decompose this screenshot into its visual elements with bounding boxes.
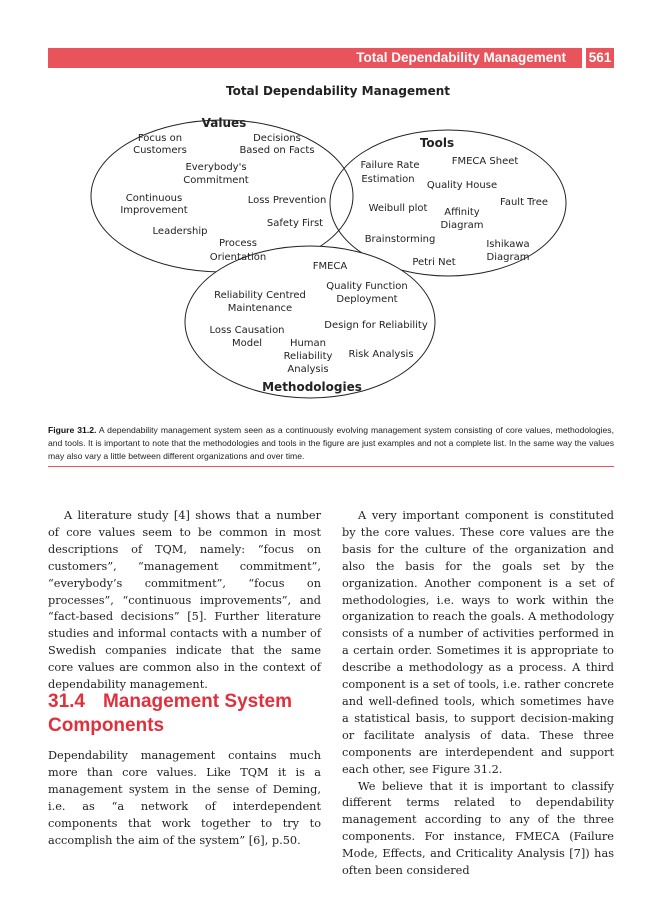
section-heading	[48, 690, 321, 738]
value-label: Loss Prevention	[247, 195, 327, 206]
methodology-label: Design for Reliability	[324, 320, 428, 331]
methodology-label: Quality Function	[326, 281, 408, 292]
tool-label: Fault Tree	[499, 197, 549, 208]
methodology-label: Deployment	[336, 294, 398, 305]
body-paragraph: Dependability management contains much more than core values. Like TQM it is a management system in the sense of Deming, i.e. as “a network of interdependent components that work together to try to accomplish the aim of the system” [6], p.50.	[48, 749, 321, 847]
methodology-label: Risk Analysis	[348, 349, 414, 360]
value-label: Improvement	[120, 205, 188, 216]
values-heading: Values	[201, 116, 247, 130]
value-label: Commitment	[183, 175, 249, 186]
methodology-label: Loss Causation	[209, 325, 285, 336]
caption-text: A dependability management system seen as a continuously evolving management system consisting of core values, methodologies, and tools. It is important to note that the methodologies and tools in the figure are just examples and not a complete list. In the same way the values may also vary a little between different organizations and over time.	[48, 425, 614, 461]
tool-label: Failure Rate	[360, 160, 420, 171]
methodology-label: Model	[231, 338, 263, 349]
left-column-bottom	[48, 748, 321, 849]
value-label: Process	[219, 238, 257, 249]
tool-label: Estimation	[361, 174, 415, 185]
figure-title: Total Dependability Management	[225, 84, 451, 98]
tool-label: Ishikawa	[486, 239, 530, 250]
tool-label: Petri Net	[412, 257, 456, 268]
right-column	[342, 508, 614, 880]
methodology-label: Analysis	[287, 364, 329, 375]
running-title: Total Dependability Management	[356, 50, 566, 65]
value-label: Decisions	[253, 133, 301, 144]
body-paragraph: A very important component is constituted by the core values. These core values are the basis for the culture of the organization and also the basis for the goals set by the organization. Another component is a set of methodologies, i.e. ways to work within the organization to reach the goals. A methodology consists of a number of activities performed in a certain order. Sometimes it is appropriate to describe a methodology as a process. A third component is a set of tools, i.e. rather concrete and well-defined tools, which sometimes have a statistical basis, to support decision-making or facilitate analysis of data. These three components are interdependent and support each other, see Figure 31.2.	[342, 509, 614, 776]
section-number: 31.4	[48, 691, 85, 712]
methodology-label: Maintenance	[227, 303, 293, 314]
page-number: 561	[586, 48, 614, 68]
value-label: Safety First	[266, 218, 324, 229]
caption-label: Figure 31.2.	[48, 425, 97, 435]
methodology-label: FMECA	[312, 261, 348, 272]
tool-label: Quality House	[426, 180, 498, 191]
value-label: Orientation	[209, 252, 267, 263]
tools-heading: Tools	[419, 136, 455, 150]
methodology-label: Reliability	[283, 351, 333, 362]
methodologies-heading: Methodologies	[262, 380, 362, 394]
tool-label: Diagram	[440, 220, 484, 231]
methodology-label: Human	[289, 338, 327, 349]
caption-divider	[48, 466, 614, 467]
tool-label: Weibull plot	[368, 203, 428, 214]
value-label: Continuous	[125, 193, 183, 204]
figure-diagram	[0, 0, 662, 420]
methodology-label: Reliability Centred	[214, 290, 306, 301]
body-paragraph: We believe that it is important to classify different terms related to dependability management according to any of the three components. For instance, FMECA (Failure Mode, Effects, and Criticality Analysis [7]) has often been considered	[342, 779, 614, 878]
figure-caption	[48, 424, 614, 463]
tool-label: Diagram	[486, 252, 530, 263]
body-paragraph: A literature study [4] shows that a number of core values seem to be common in most descriptions of TQM, namely: “focus on customers”, “management commitment”, “everybody’s commitment”, “focus on processes”, “continuous improvements”, and “fact-based decisions” [5]. Further literature studies and informal contacts with a number of Swedish companies indicate that the same core values are common also in the context of dependability management.	[48, 509, 321, 692]
value-label: Based on Facts	[239, 145, 315, 156]
value-label: Focus on	[137, 133, 183, 144]
section-title: Management System Components	[48, 691, 292, 736]
tool-label: Affinity	[444, 207, 480, 218]
tool-label: Brainstorming	[364, 234, 436, 245]
value-label: Everybody's	[185, 162, 247, 173]
tool-label: FMECA Sheet	[451, 156, 519, 167]
left-column-top	[48, 508, 321, 694]
value-label: Customers	[133, 145, 187, 156]
value-label: Leadership	[152, 226, 208, 237]
